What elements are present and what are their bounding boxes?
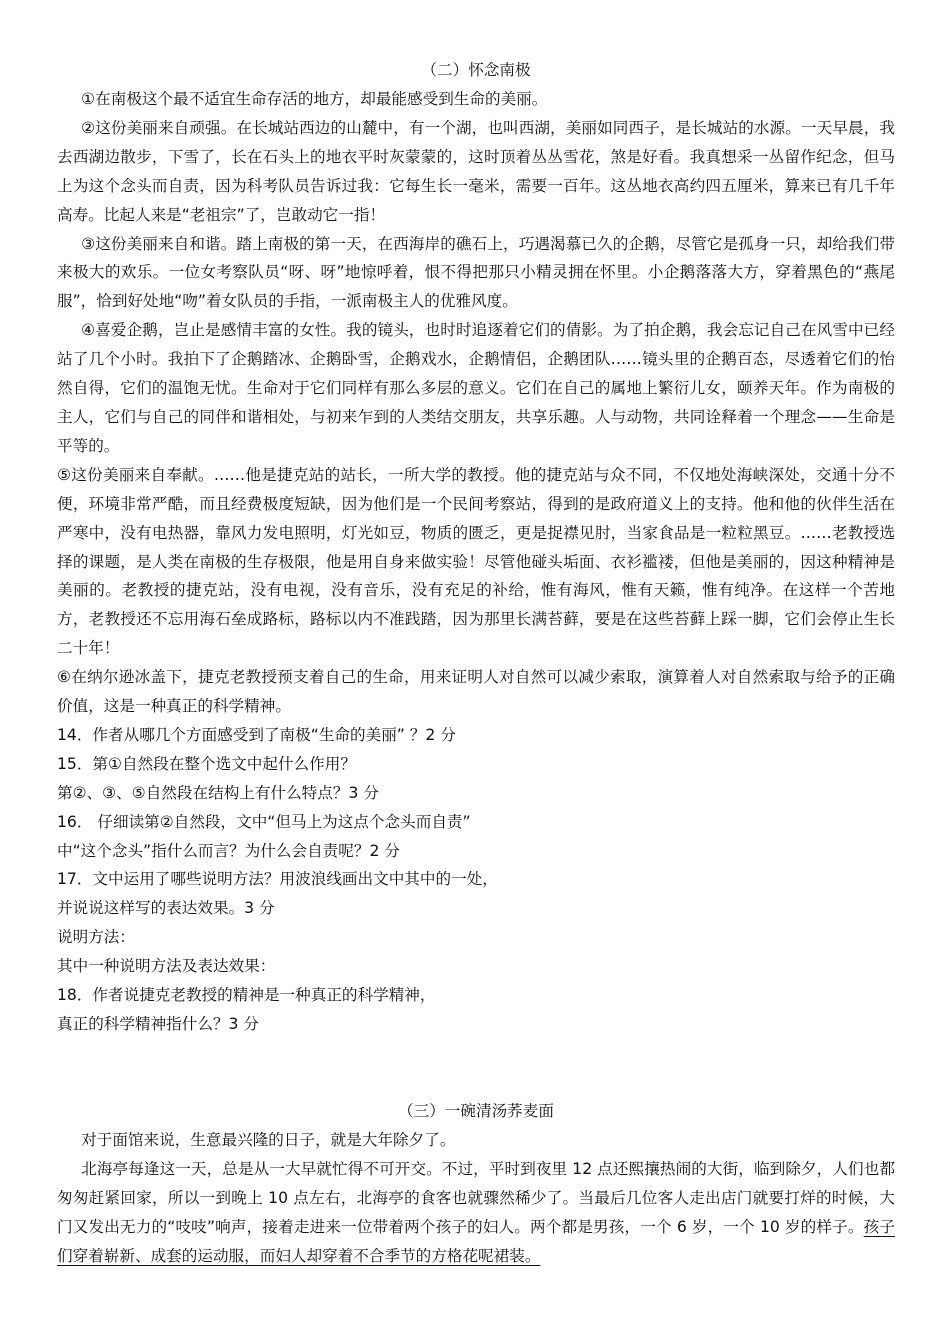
question-18-line-1: 18．作者说捷克老教授的精神是一种真正的科学精神， bbox=[57, 986, 436, 1005]
section-2-paragraph-1: ①在南极这个最不适宜生命存活的地方，却最能感受到生命的美丽。 bbox=[81, 90, 548, 108]
section-2-paragraph-2: ②这份美丽来自顽强。在长城站西边的山麓中，有一个湖，也叫西湖，美丽如同西子，是长城站的水源。一天早晨，我去西湖边散步，下雪了，长在石头上的地衣平时灰蒙蒙的，这时顶着丛丛雪花，煞是好看。我真想采一丛留作纪念，但马上为这个念头而自责，因为科考队员告诉过我：它每生长一毫米，需要一百年。这丛地衣高约四五厘米，算来已有几千年高寿。比起人来是“老祖宗”了，岂敢动它一指！ bbox=[57, 118, 895, 224]
section-2-paragraph-4: ④喜爱企鹅，岂止是感情丰富的女性。我的镜头，也时时追逐着它们的倩影。为了拍企鹅，我会忘记自己在风雪中已经站了几个小时。我拍下了企鹅踏冰、企鹅卧雪，企鹅戏水，企鹅情侣，企鹅团队……镜头里的企鹅百态，尽透着它们的怡然自得，它们的温饱无忧。生命对于它们同样有那么多层的意义。它们在自己的属地上繁衍儿女，颐养天年。作为南极的主人，它们与自己的同伴和谐相处，与初来乍到的人类结交朋友，共享乐趣。人与动物，共同诠释着一个理念——生命是平等的。 bbox=[57, 321, 895, 455]
question-17-line-1: 17．文中运用了哪些说明方法？用波浪线画出文中其中的一处， bbox=[57, 870, 498, 889]
section-3-title: （三）一碗清汤荞麦面 bbox=[398, 1101, 554, 1120]
section-3-paragraph-2 bbox=[57, 1155, 895, 1271]
question-17-answer-method: 说明方法： bbox=[57, 928, 135, 947]
question-18-line-2: 真正的科学精神指什么？3 分 bbox=[57, 1015, 260, 1033]
section-3-paragraph-1: 对于面馆来说，生意最兴隆的日子，就是大年除夕了。 bbox=[81, 1130, 456, 1149]
section-2-paragraph-3: ③这份美丽来自和谐。踏上南极的第一天，在西海岸的礁石上，巧遇渴慕已久的企鹅，尽管它是孤身一只，却给我们带来极大的欢乐。一位女考察队员“呀、呀”地惊呼着，恨不得把那只小精灵拥在怀里。小企鹅落落大方，穿着黑色的“燕尾服”，恰到好处地“吻”着女队员的手指，一派南极主人的优雅风度。 bbox=[57, 234, 895, 311]
question-15-line-2: 第②、③、⑤自然段在结构上有什么特点？3 分 bbox=[57, 783, 379, 802]
section-2-paragraph-6: ⑥在纳尔逊冰盖下，捷克老教授预支着自己的生命，用来证明人对自然可以减少索取，演算着人对自然索取与给予的正确价值，这是一种真正的科学精神。 bbox=[57, 668, 895, 716]
question-15-line-1: 15．第①自然段在整个选文中起什么作用？ bbox=[57, 754, 356, 773]
section-3-paragraph-2-text: 北海亭每逢这一天，总是从一大早就忙得不可开交。不过，平时到夜里 12 点还熙攘热闹的大街，临到除夕，人们也都匆匆赶紧回家，所以一到晚上 10 点左右，北海亭的食客也就骤然稀少了。当最后几位客人走出店门就要打烊的时候，大门又发出无力的“吱吱”响声，接着走进来一位带着两个孩子的妇人。两个都是男孩，一个 6 岁，一个 10 岁的样子。 bbox=[57, 1159, 895, 1236]
section-spacer bbox=[57, 1039, 895, 1097]
document-page bbox=[57, 56, 895, 1270]
question-17-line-2: 并说说这样写的表达效果。3 分 bbox=[57, 899, 275, 918]
question-17-answer-effect: 其中一种说明方法及表达效果： bbox=[57, 957, 276, 976]
question-14: 14．作者从哪几个方面感受到了南极“生命的美丽” ？2 分 bbox=[57, 725, 456, 744]
underlined-sentence: 孩子们穿着崭新、成套的运动服，而妇人却穿着不合季节的方格花呢裙装。 bbox=[57, 1217, 895, 1265]
section-2-title: （二）怀念南极 bbox=[421, 61, 531, 79]
section-2-paragraph-5: ⑤这份美丽来自奉献。……他是捷克站的站长，一所大学的教授。他的捷克站与众不同，不仅地处海峡深处，交通十分不便，环境非常严酷，而且经费极度短缺，因为他们是一个民间考察站，得到的是政府道义上的支持。他和他的伙伴生活在严寒中，没有电热器，靠风力发电照明，灯光如豆，物质的匮乏，更是捉襟见肘，当家食品是一粒粒黑豆。……老教授选择的课题，是人类在南极的生存极限，他是用自身来做实验！尽管他碰头垢面、衣衫褴褛，但他是美丽的，因这种精神是美丽的。老教授的捷克站，没有电视，没有音乐，没有充足的补给，惟有海风，惟有天籁，惟有纯净。在这样一个苦地方，老教授还不忘用海石垒成路标，路标以内不准践踏，因为那里长满苔藓，要是在这些苔藓上踩一脚，它们会停止生长二十年！ bbox=[57, 465, 895, 658]
question-16-line-1: 16． 仔细读第②自然段，文中“但马上为这点个念头而自责” bbox=[57, 812, 471, 831]
question-16-line-2: 中“这个念头”指什么而言？为什么会自责呢？2 分 bbox=[57, 841, 400, 860]
